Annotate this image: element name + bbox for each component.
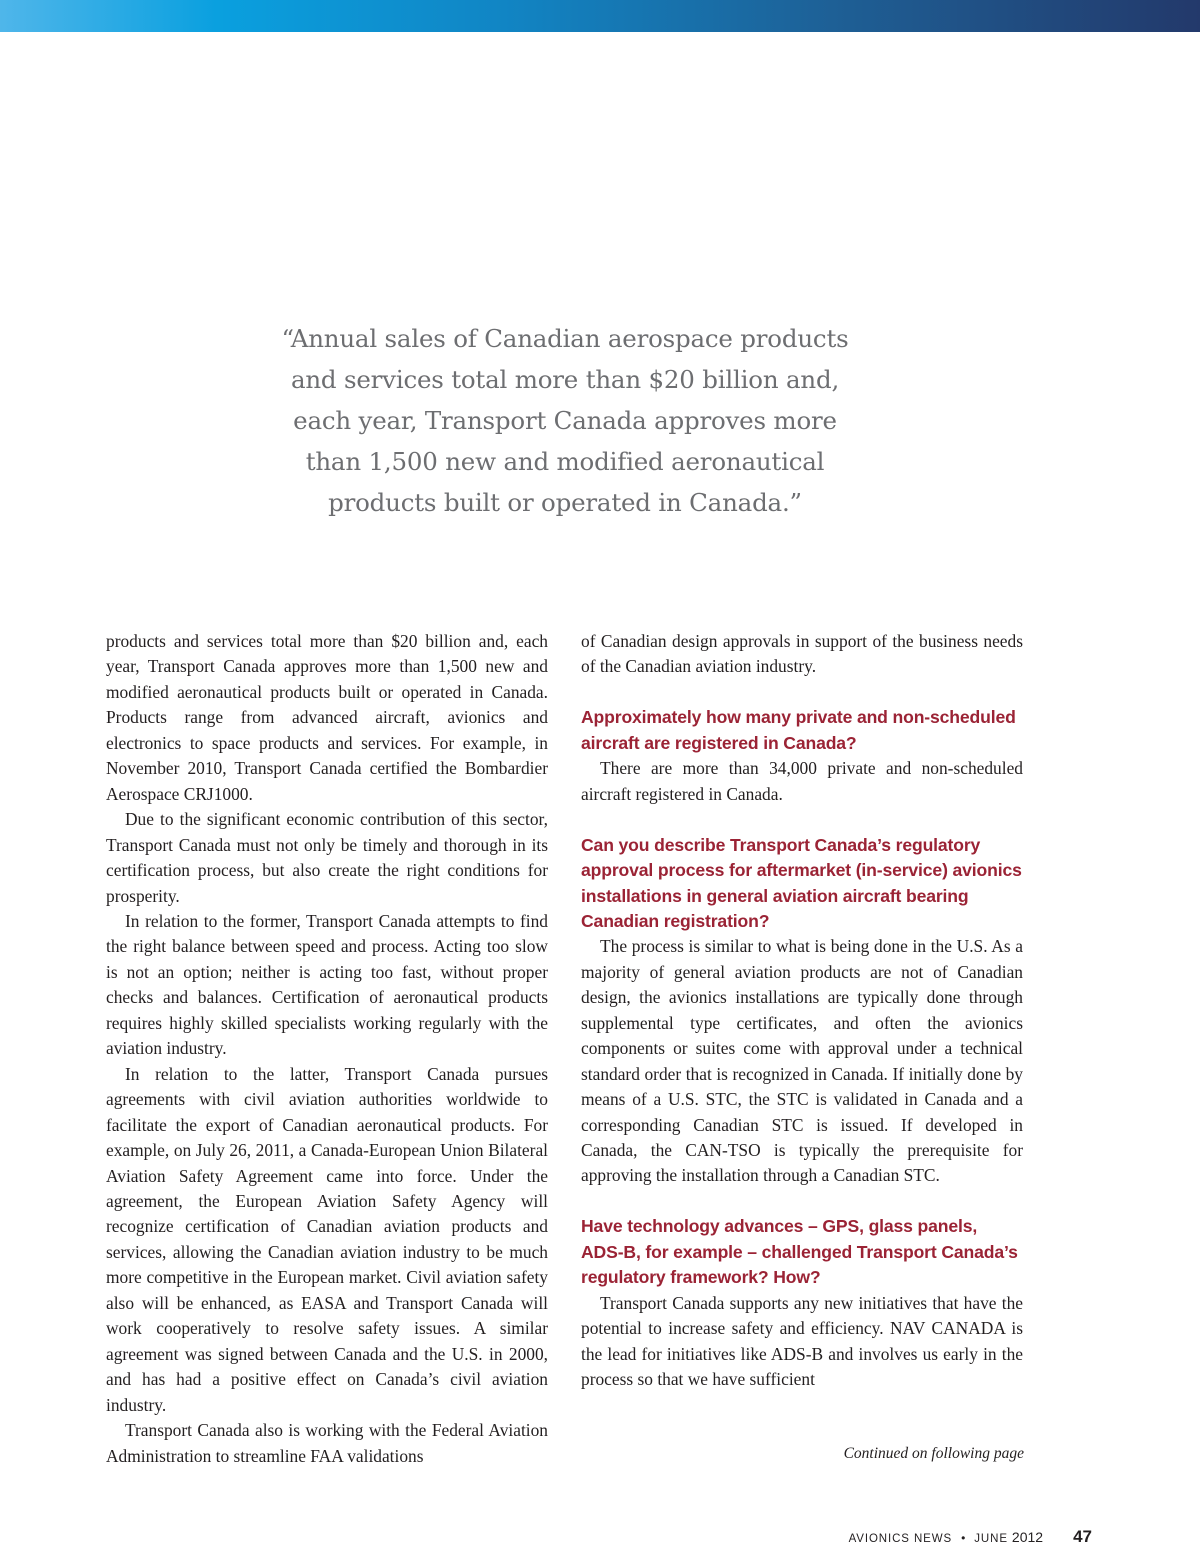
interview-answer: There are more than 34,000 private and non-scheduled aircraft registered in Canada. xyxy=(581,758,1023,804)
continued-note: Continued on following page xyxy=(843,1445,1024,1462)
page-number: 47 xyxy=(1073,1527,1092,1546)
issue-year: 2012 xyxy=(1011,1529,1044,1545)
body-paragraph: In relation to the latter, Transport Canada pursues agreements with civil aviation authorities worldwide to facilitate the export of Canadian aeronautical products. For example, on July 26, 2011, a Canada-European Union Bilateral Aviation Safety Agreement came into force. Under the agreement, the European Aviation Safety Agency will recognize certification of Canadian aviation products and services, allowing the Canadian aviation industry to be much more competitive in the European market. Civil aviation safety also will be enhanced, as EASA and Transport Canada will work cooperatively to resolve safety issues. A similar agreement was signed between Canada and the U.S. in 2000, and has had a positive effect on Canada’s civil aviation industry. xyxy=(106,1063,548,1415)
pull-quote-line: products built or operated in Canada.” xyxy=(328,488,802,517)
pull-quote-line: than 1,500 new and modified aeronautical xyxy=(305,447,825,476)
interview-question: Approximately how many private and non-scheduled aircraft are registered in Canada? xyxy=(581,707,1016,753)
interview-answer: Transport Canada supports any new initiatives that have the potential to increase safety and efficiency. NAV CANADA is the lead for initiatives like ADS-B and involves us early in the process so that we have sufficient xyxy=(581,1292,1023,1390)
body-paragraph: products and services total more than $20 billion and, each year, Transport Canada approves more than 1,500 new and modified aeronautical products built or operated in Canada. Products range from advanced aircraft, avionics and electronics to space products and services. For example, in November 2010, Transport Canada certified the Bombardier Aerospace CRJ1000. xyxy=(106,631,548,804)
publication-name: AVIONICS NEWS xyxy=(848,1533,953,1545)
body-paragraph: Transport Canada also is working with the Federal Aviation Administration to streamline FAA validations xyxy=(106,1420,548,1466)
pull-quote-line: and services total more than $20 billion and, xyxy=(290,365,840,394)
page-footer xyxy=(849,1527,1092,1547)
body-paragraph: Due to the significant economic contribution of this sector, Transport Canada must not only be timely and thorough in its certification process, but also create the right conditions for prosperity. xyxy=(106,809,548,906)
body-paragraph: In relation to the former, Transport Canada attempts to find the right balance between speed and process. Acting too slow is not an option; neither is acting too fast, without proper checks and balances. Certification of aeronautical products requires highly skilled specialists working regularly with the aviation industry. xyxy=(106,910,548,1059)
interview-question: Can you describe Transport Canada’s regulatory approval process for aftermarket (in-service) avionics installations in general aviation aircraft bearing Canadian registration? xyxy=(581,834,1022,931)
separator-bullet: • xyxy=(961,1531,966,1545)
left-column xyxy=(106,629,548,1469)
interview-answer: The process is similar to what is being done in the U.S. As a majority of general aviation products are not of Canadian design, the avionics installations are typically done through supplemental type certificates, and often the avionics components or suites come with approval under a technical standard order that is recognized in Canada. If initially done by means of a U.S. STC, the STC is validated in Canada and a corresponding Canadian STC is issued. If developed in Canada, the CAN-TSO is typically the prerequisite for approving the installation through a Canadian STC. xyxy=(581,936,1023,1186)
header-color-bar xyxy=(0,0,1200,32)
right-column xyxy=(581,629,1023,1393)
pull-quote xyxy=(270,318,860,523)
pull-quote-line: “Annual sales of Canadian aerospace products xyxy=(281,324,849,353)
issue-month: JUNE xyxy=(974,1533,1008,1545)
pull-quote-line: each year, Transport Canada approves more xyxy=(293,406,837,435)
interview-question: Have technology advances – GPS, glass panels, ADS-B, for example – challenged Transport Canada’s regulatory framework? How? xyxy=(581,1216,1018,1288)
body-paragraph: of Canadian design approvals in support of the business needs of the Canadian aviation industry. xyxy=(581,631,1023,677)
